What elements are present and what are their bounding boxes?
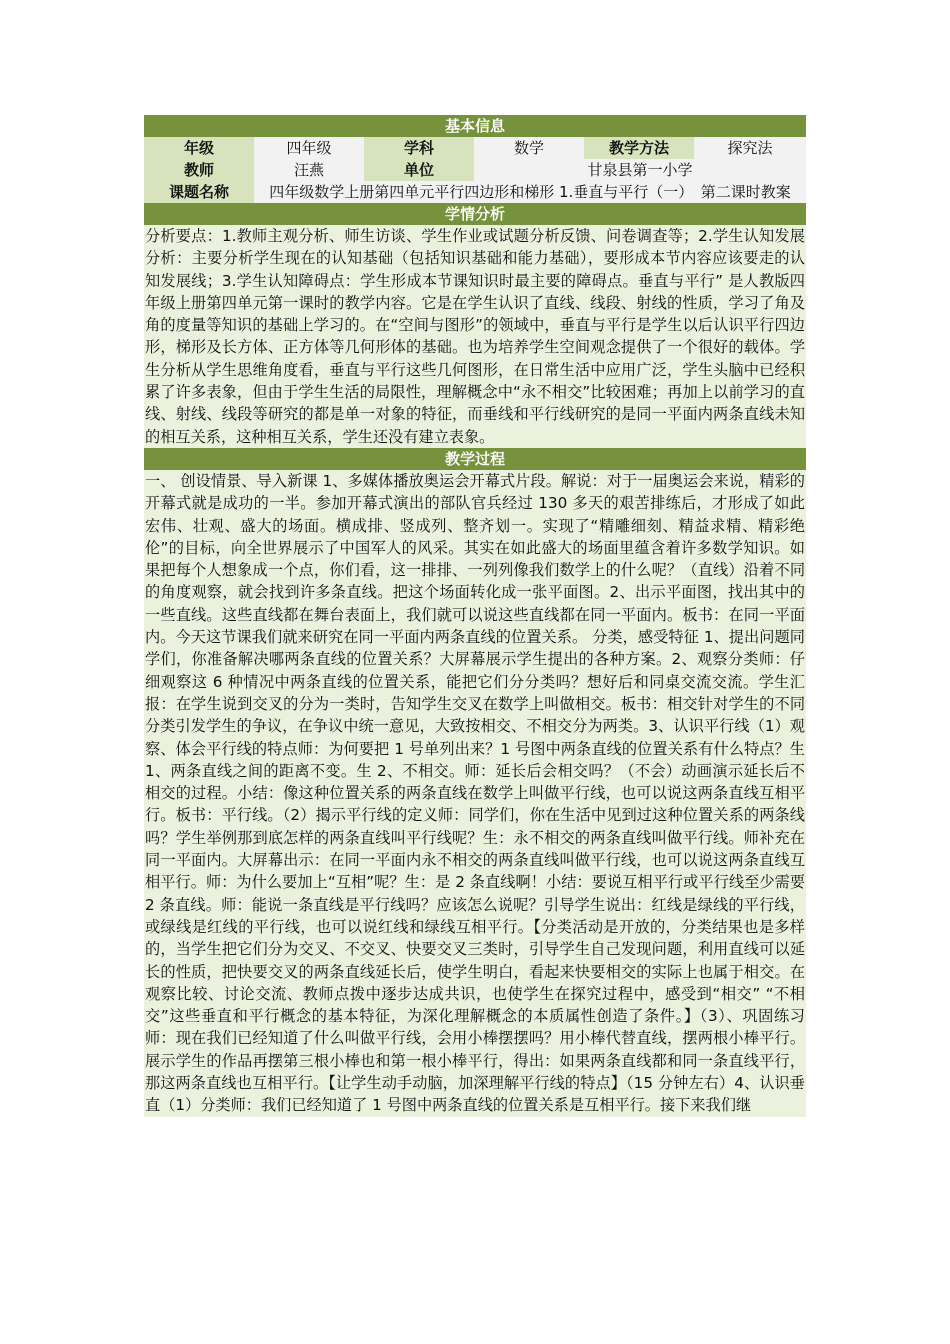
teacher-label: 教师 [144, 159, 254, 181]
analysis-header: 学情分析 [144, 203, 806, 225]
analysis-text: 分析要点：1.教师主观分析、师生访谈、学生作业或试题分析反馈、问卷调查等；2.学生认知发展分析：主要分析学生现在的认知基础（包括知识基础和能力基础），要形成本节内容应该要走的认知发展线；3.学生认知障碍点：学生形成本节课知识时最主要的障碍点。垂直与平行” 是人教版四年级上册第四单元第一课时的教学内容。它是在学生认识了直线、线段、射线的性质，学习了角及角的度量等知识的基础上学习的。在“空间与图形”的领域中，垂直与平行是学生以后认识平行四边形，梯形及长方体、正方体等几何形体的基础。也为培养学生空间观念提供了一个很好的载体。学生分析从学生思维角度看，垂直与平行这些几何图形，在日常生活中应用广泛，学生头脑中已经积累了许多表象，但由于学生生活的局限性，理解概念中“永不相交”比较困难；再加上以前学习的直线、射线、线段等研究的都是单一对象的特征，而垂线和平行线研究的是同一平面内两条直线未知的相互关系，这种相互关系，学生还没有建立表象。 [144, 225, 806, 448]
teacher-value: 汪燕 [254, 159, 364, 181]
process-header: 教学过程 [144, 448, 806, 470]
row-teacher-unit [144, 159, 806, 181]
unit-label: 单位 [364, 159, 474, 181]
unit-value: 甘泉县第一小学 [474, 159, 806, 181]
subject-label: 学科 [364, 137, 474, 159]
lesson-plan-table [144, 115, 806, 1117]
process-text: 一、 创设情景、导入新课 1、多媒体播放奥运会开幕式片段。解说：对于一届奥运会来说，精彩的开幕式就是成功的一半。参加开幕式演出的部队官兵经过 130 多天的艰苦排练后，才形成了如此宏伟、壮观、盛大的场面。横成排、竖成列、整齐划一。实现了“精雕细刻、精益求精、精彩绝伦”的目标，向全世界展示了中国军人的风采。其实在如此盛大的场面里蕴含着许多数学知识。如果把每个人想象成一个点，你们看，这一排排、一列列像我们数学上的什么呢？（直线）沿着不同的角度观察，就会找到许多条直线。把这个场面转化成一张平面图。2、出示平面图，找出其中的一些直线。这些直线都在舞台表面上，我们就可以说这些直线都在同一平面内。板书：在同一平面内。今天这节课我们就来研究在同一平面内两条直线的位置关系。 分类，感受特征 1、提出问题同学们，你准备解决哪两条直线的位置关系？大屏幕展示学生提出的各种方案。2、观察分类师：仔细观察这 6 种情况中两条直线的位置关系，能把它们分分类吗？想好后和同桌交流交流。学生汇报：在学生说到交叉的分为一类时，告知学生交叉在数学上叫做相交。板书：相交针对学生的不同分类引发学生的争议，在争议中统一意见，大致按相交、不相交分为两类。3、认识平行线（1）观察、体会平行线的特点师：为何要把 1 号单列出来？1 号图中两条直线的位置关系有什么特点？生 1、两条直线之间的距离不变。生 2、不相交。师：延长后会相交吗？（不会）动画演示延长后不相交的过程。小结：像这种位置关系的两条直线在数学上叫做平行线，也可以说这两条直线互相平行。板书：平行线。（2）揭示平行线的定义师：同学们，你在生活中见到过这种位置关系的两条线吗？学生举例那到底怎样的两条直线叫平行线呢？生：永不相交的两条直线叫做平行线。师补充在同一平面内。大屏幕出示：在同一平面内永不相交的两条直线叫做平行线，也可以说这两条直线互相平行。师：为什么要加上“互相”呢？生：是 2 条直线啊！小结：要说互相平行或平行线至少需要 2 条直线。师：能说一条直线是平行线吗？应该怎么说呢？引导学生说出：红线是绿线的平行线，或绿线是红线的平行线，也可以说红线和绿线互相平行。【分类活动是开放的，分类结果也是多样的，当学生把它们分为交叉、不交叉、快要交叉三类时，引导学生自己发现问题，利用直线可以延长的性质，把快要交叉的两条直线延长后，使学生明白，看起来快要相交的实际上也属于相交。在观察比较、讨论交流、教师点拨中逐步达成共识，也使学生在探究过程中，感受到“相交” “不相交”这些垂直和平行概念的基本特征，为深化理解概念的本质属性创造了条件。】（3）、巩固练习师：现在我们已经知道了什么叫做平行线，会用小棒摆摆吗？用小棒代替直线，摆两根小棒平行。展示学生的作品再摆第三根小棒也和第一根小棒平行，得出：如果两条直线都和同一条直线平行，那这两条直线也互相平行。【让学生动手动脑，加深理解平行线的特点】（15 分钟左右）4、认识垂直（1）分类师：我们已经知道了 1 号图中两条直线的位置关系是互相平行。接下来我们继 [144, 470, 806, 1117]
grade-label: 年级 [144, 137, 254, 159]
grade-value: 四年级 [254, 137, 364, 159]
row-topic [144, 181, 806, 203]
subject-value: 数学 [474, 137, 584, 159]
method-value: 探究法 [694, 137, 806, 159]
topic-label: 课题名称 [144, 181, 254, 203]
method-label: 教学方法 [584, 137, 694, 159]
row-grade-subject-method [144, 137, 806, 159]
topic-value: 四年级数学上册第四单元平行四边形和梯形 1.垂直与平行（一） 第二课时教案 [254, 181, 806, 203]
basic-info-header: 基本信息 [144, 115, 806, 137]
